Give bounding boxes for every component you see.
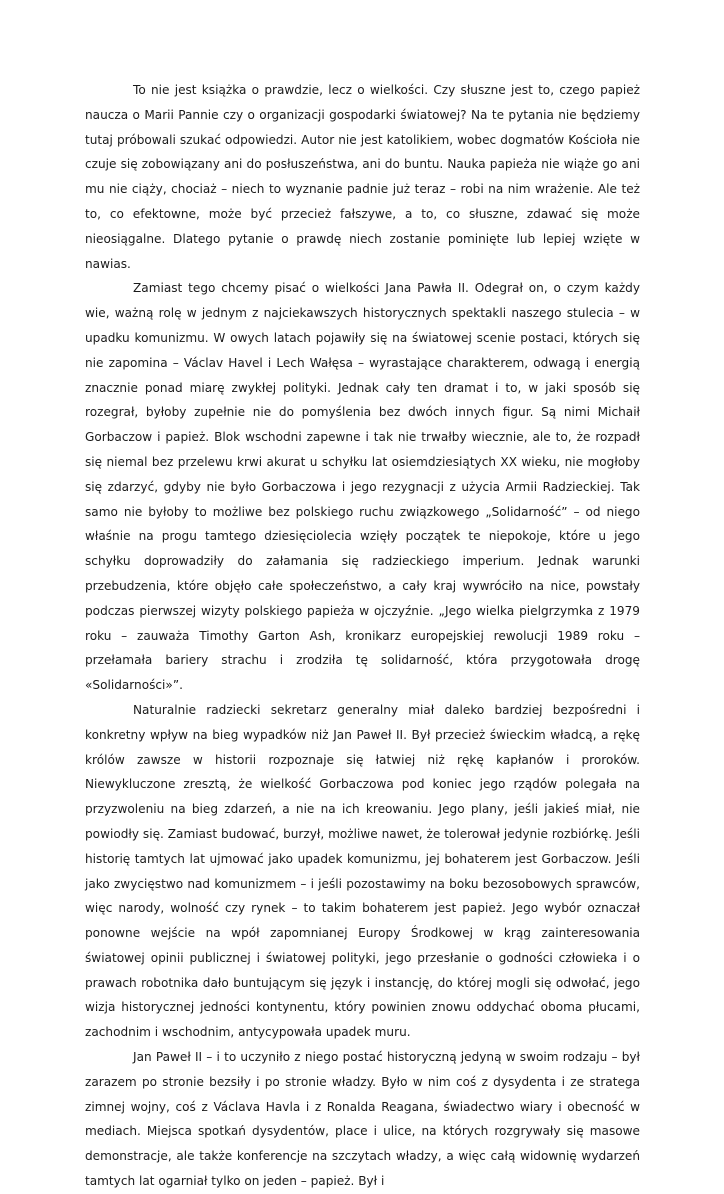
- paragraph: To nie jest książka o prawdzie, lecz o wielkości. Czy słuszne jest to, czego papież naucza o Marii Pannie czy o organizacji gospodarki światowej? Na te pytania nie będziemy tutaj próbowali szukać odpowiedzi. Autor nie jest katolikiem, wobec dogmatów Kościoła nie czuje się zobowiązany ani do posłuszeństwa, ani do buntu. Nauka papieża nie wiąże go ani mu nie ciąży, chociaż – niech to wyznanie padnie już teraz – robi na nim wrażenie. Ale też to, co efektowne, może być przecież fałszywe, a to, co słuszne, zdawać się może nieosiągalne. Dlatego pytanie o prawdę niech zostanie pominięte lub lepiej wzięte w nawias.: [85, 83, 640, 271]
- document-page: [85, 78, 640, 1194]
- paragraph: Jan Paweł II – i to uczyniło z niego postać historyczną jedyną w swoim rodzaju – był zarazem po stronie bezsiły i po stronie władzy. Było w nim coś z dysydenta i ze stratega zimnej wojny, coś z Václava Havla i z Ronalda Reagana, świadectwo wiary i obecność w mediach. Miejsca spotkań dysydentów, place i ulice, na których rozgrywały się masowe demonstracje, ale także konferencje na szczytach władzy, a więc całą widownię wydarzeń tamtych lat ogarniał tylko on jeden – papież. Był i: [85, 1050, 640, 1189]
- paragraph: Zamiast tego chcemy pisać o wielkości Jana Pawła II. Odegrał on, o czym każdy wie, ważną rolę w jednym z najciekawszych historycznych spektakli naszego stulecia – w upadku komunizmu. W owych latach pojawiły się na światowej scenie postaci, których się nie zapomina – Václav Havel i Lech Wałęsa – wyrastające charakterem, odwagą i energią znacznie ponad miarę zwykłej polityki. Jednak cały ten dramat i to, w jaki sposób się rozegrał, byłoby zupełnie nie do pomyślenia bez dwóch innych figur. Są nimi Michaił Gorbaczow i papież. Blok wschodni zapewne i tak nie trwałby wiecznie, ale to, że rozpadł się niemal bez przelewu krwi akurat u schyłku lat osiemdziesiątych XX wieku, nie mogłoby się zdarzyć, gdyby nie było Gorbaczowa i jego rezygnacji z użycia Armii Radzieckiej. Tak samo nie byłoby to możliwe bez polskiego ruchu związkowego „Solidarność” – od niego właśnie na progu tamtego dziesięciolecia wzięły początek te niepokoje, które u jego schyłku doprowadziły do załamania się radzieckiego imperium. Jednak warunki przebudzenia, które objęło całe społeczeństwo, a cały kraj wywróciło na nice, powstały podczas pierwszej wizyty polskiego papieża w ojczyźnie. „Jego wielka pielgrzymka z 1979 roku – zauważa Timothy Garton Ash, kronikarz europejskiej rewolucji 1989 roku – przełamała bariery strachu i zrodziła tę solidarność, która przygotowała drogę «Solidarności»”.: [85, 281, 640, 693]
- paragraph: Naturalnie radziecki sekretarz generalny miał daleko bardziej bezpośredni i konkretny wpływ na bieg wypadków niż Jan Paweł II. Był przecież świeckim władcą, a rękę królów zawsze w historii rozpoznaje się łatwiej niż rękę kapłanów i proroków. Niewykluczone zresztą, że wielkość Gorbaczowa pod koniec jego rządów polegała na przyzwoleniu na bieg zdarzeń, a nie na ich kreowaniu. Jego plany, jeśli jakieś miał, nie powiodły się. Zamiast budować, burzył, możliwe nawet, że tolerował jedynie rozbiórkę. Jeśli historię tamtych lat ujmować jako upadek komunizmu, jej bohaterem jest Gorbaczow. Jeśli jako zwycięstwo nad komunizmem – i jeśli pozostawimy na boku bezosobowych sprawców, więc narody, wolność czy rynek – to takim bohaterem jest papież. Jego wybór oznaczał ponowne wejście na wpół zapomnianej Europy Środkowej w krąg zainteresowania światowej opinii publicznej i światowej polityki, jego przesłanie o godności człowieka i o prawach robotnika dało buntującym się język i instancję, do której mogli się odwołać, jego wizja historycznej jedności kontynentu, który powinien znowu oddychać oboma płucami, zachodnim i wschodnim, antycypowała upadek muru.: [85, 702, 640, 1040]
